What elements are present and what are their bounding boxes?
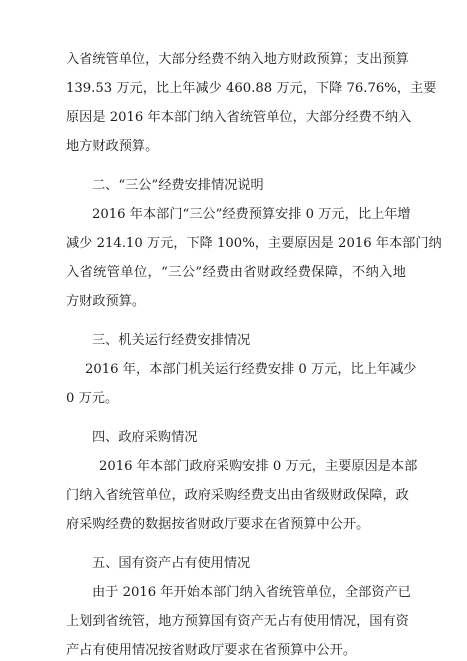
paragraph-line: 2016 年，本部门机关运行经费安排 0 万元，比上年减少	[85, 362, 417, 377]
paragraph-line: 产占有使用情况按省财政厅要求在省预算中公开。	[66, 643, 357, 658]
paragraph-line: 139.53 万元，比上年减少 460.88 万元，下降 76.76%，主要	[66, 81, 437, 96]
paragraph-line: 原因是 2016 年本部门纳入省统管单位，大部分经费不纳入	[66, 110, 412, 125]
section-heading: 四、政府采购情况	[92, 430, 198, 445]
paragraph-line: 方财政预算。	[66, 294, 146, 309]
paragraph-line: 2016 年本部门“三公”经费预算安排 0 万元，比上年增	[92, 207, 411, 222]
paragraph-line: 入省统管单位，“三公”经费由省财政经费保障，不纳入地	[66, 265, 406, 280]
paragraph-line: 地方财政预算。	[66, 139, 159, 154]
paragraph-line: 入省统管单位，大部分经费不纳入地方财政预算；支出预算	[66, 52, 409, 67]
section-heading: 五、国有资产占有使用情况	[92, 556, 251, 571]
paragraph-line: 减少 214.10 万元，下降 100%，主要原因是 2016 年本部门纳	[66, 236, 442, 251]
paragraph-line: 2016 年本部门政府采购安排 0 万元，主要原因是本部	[99, 459, 418, 474]
section-heading: 三、机关运行经费安排情况	[92, 333, 251, 348]
paragraph-line: 上划到省统管，地方预算国有资产无占有使用情况，国有资	[66, 614, 409, 629]
paragraph-line: 府采购经费的数据按省财政厅要求在省预算中公开。	[66, 517, 370, 532]
section-heading: 二、“三公”经费安排情况说明	[92, 178, 264, 193]
paragraph-line: 0 万元。	[66, 391, 119, 406]
paragraph-line: 门纳入省统管单位，政府采购经费支出由省级财政保障，政	[66, 488, 409, 503]
paragraph-line: 由于 2016 年开始本部门纳入省统管单位，全部资产已	[92, 585, 411, 600]
